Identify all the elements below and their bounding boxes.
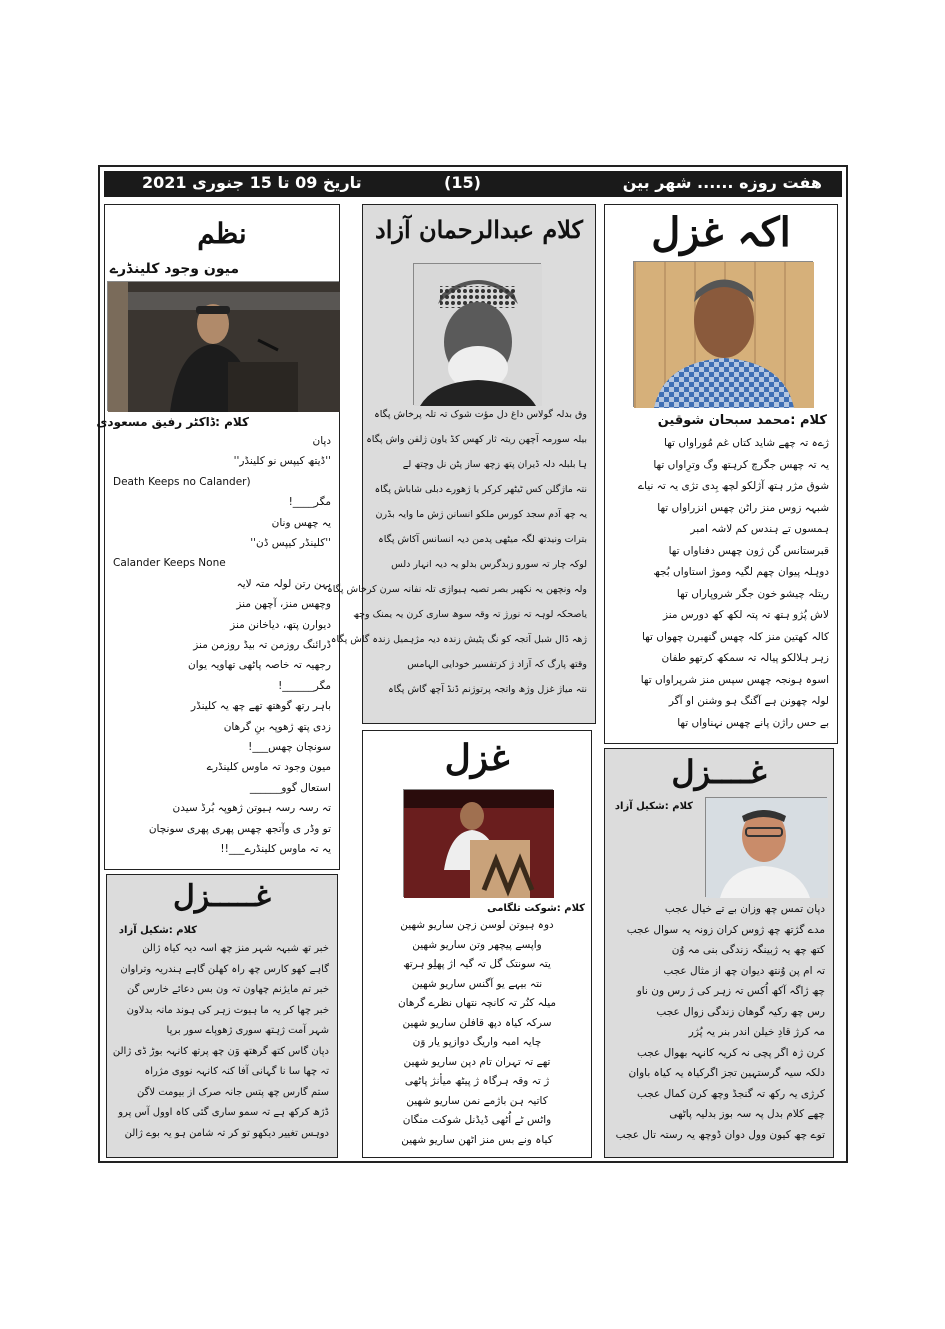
verse-line: یہ تہ ماوس کلینڈرے___!! [220, 843, 331, 855]
ghazal-shakeel-title: غــــزل [671, 753, 767, 791]
verse-line: واٹس ٹے اُٹھی ڈیڈنل شوکت منگان [402, 1114, 552, 1126]
verse-line: دوہس تغییر دیکھو تو کر تہ شامن ہو یہ بوے ژالن [124, 1127, 329, 1139]
verse-line: ''کلینڈر کیپس ڈن'' [250, 537, 331, 549]
verse-line: دوہلہ پیوان چھم لگیہ وموژ استاواں بُجھ [653, 566, 829, 578]
verse-line: ولہ ونچھن یہ نکھیر بصر تصیہ ہیواژی تلہ نفانہ سرن کرخاش پگاہ [327, 584, 587, 595]
page-number: (15) [444, 173, 481, 192]
ghazal-shaukat-title: غزل [444, 737, 510, 779]
verse-line: توے چھ کیون وول دوان ڈوچھ یہ رستہ تال عجب [615, 1128, 825, 1141]
verse-line: شبہہ زوس منز راٹن چھس انزراواں تھا [657, 501, 829, 514]
verse-line: دپان تمس چھ وزان بے تے خیال عجب [664, 903, 825, 915]
publication-name: هفت روزه ...... شهر بین [622, 173, 822, 192]
verse-line: لاش پُژو ہتھ تہ پتہ لکھ کھ دورس منز [662, 609, 829, 621]
verse-line: نتہ ماژگلن کس ٹیٹھر کرکر یا ژھورے دبلی شاباش پگاہ [374, 484, 587, 495]
verse-line: شہر آمت ژہتھ سوری ژھوپاے سور برپا [166, 1025, 329, 1036]
ghazal-author: کلام :محمد سبحان شوقین [657, 413, 827, 428]
verse-line: تہ چھا سا نا گہانی آفا کنہ کانہہ نووی مژراہ [144, 1066, 329, 1077]
performer-photo [403, 789, 553, 897]
verse-line: ریتلہ چیشو خون جگر شروپاراں تھا [676, 587, 829, 600]
verse-line: نتہ میاژ غزل وژھ واتجہ پرتوژنم ڈنڈ آچھ گاش پگاہ [388, 684, 587, 695]
verse-line: کالہ کھتین منز کلہ چھس گنھبرن چھواں تھا [641, 630, 829, 643]
nazm-title: نظم [197, 217, 247, 250]
ghazal-shakeel-left-title: غـــــزل [173, 879, 271, 914]
verse-line: مگر______! [278, 679, 331, 692]
verse-line: یہ چھ آدم سجد کورس ملکو انسانن ژش ما وایہ بڈرن [375, 509, 587, 520]
verse-line: ہا بلبلہ دلہ ڈیران پتھ زچھ ساز پٹن نل وچتھ لے [402, 459, 587, 470]
verse-line: وقتھ پارگ کہ آزاد ژ کرتفسیر خودایی الہامس [407, 659, 587, 670]
verse-line: دلکہ سیہ گرستہین تجز اگرکیاہ یہ کیاہ باوان [628, 1067, 825, 1079]
verse-line: مدے گژتھ چھ ژوس کران زونہ یہ سوال عجب [626, 923, 825, 936]
verse-line: کرژی یہ رکھ تہ گنجڈ وچھ کرن کمال عجب [636, 1087, 825, 1100]
poet-photo [413, 263, 541, 405]
verse-line: دپان گاس کتھ گرھتھ وَن چھ پرتھ کانہہ بوڑ ڈی ژالن [112, 1045, 329, 1057]
verse-line: رجھیہ تہ خاصہ پاٹھی تھاویہ یوان [188, 659, 331, 672]
ghazal-article-box [604, 204, 838, 744]
ghazal-shakeel-left-box [106, 874, 338, 1158]
verse-line: ''ڈیتھ کیپس نو کلینڈر'' [233, 455, 331, 468]
verse-line: تہ ام پن وُنتھ دیوان چھ از مثال عجب [663, 964, 825, 977]
verse-line: چھے کلام بدل پہ سہ بوز بدلیہ پاٹھی [669, 1108, 825, 1120]
verse-line: Calander Keeps None [113, 557, 226, 570]
verse-line: وچھس منز، آچھن منز [236, 598, 331, 611]
verse-line: یتہ سونتک گل تہ گیہ اژ پھلِو ہرتھ [403, 958, 551, 970]
verse-line: ژےہ تہ چھے شاید کتاں غم مُوراواں تھا [664, 437, 829, 449]
verse-line: وق بدلہ گولاس داغ دل مؤت شوک تہ تلہ پرخاش پگاہ [374, 409, 587, 420]
ghazal-shakeel-author: کلام :شکیل آزاد [614, 801, 693, 812]
author-photo [633, 261, 813, 407]
nazm-subtitle: میون وجود کلینڈرے [109, 261, 239, 277]
ghazal-title: اکہ غزل [651, 209, 791, 256]
verse-line: کاتیہ ہن باژمے نمن ساریو شھین [406, 1094, 548, 1107]
verse-line: بے حس راژن پانے چھس نہناواں تھا [677, 716, 829, 729]
verse-line: یہ چھس ونان [271, 516, 331, 529]
nazm-box [96, 204, 340, 870]
verse-line: بترات ونیدتھ لگہ میٹھی پدمن دیہ انسانس آکاش پگاہ [378, 534, 587, 545]
verse-line: میون وجود تہ ماوس کلینڈرے [206, 761, 331, 774]
verse-line: دوہ ہیوتن لوسن زچن ساریو شھین [400, 919, 554, 931]
ghazal-shaukat-author: کلام :شوکت تلگامی [487, 903, 585, 914]
verse-line: چایہ امبہ واریگ دوازپو یار وَن [412, 1036, 542, 1048]
verse-line: مہ کرژ قادِ خیلن اندر بنر یہ پُژر [688, 1026, 825, 1038]
poem-azad-title: کلام عبدالرحمان آزاد [375, 215, 583, 244]
verse-line: کتھ چھ یہ ژبینگہ زندگی بنی مہ وُن [671, 944, 825, 956]
verse-line: باہر رتھ گوھتھ تھے چھ یہ کلینڈر [191, 700, 331, 713]
verse-line: خبر تم مایژنم چھاون تہ ون بس دعائے خارس گن [126, 984, 329, 995]
poem-azad-box [327, 204, 596, 724]
speaker-photo [107, 281, 339, 411]
verse-line: مگر____! [288, 496, 331, 509]
ghazal-shakeel-box [604, 748, 834, 1158]
verse-line: یاصحکہ لوہہ تہ نورژ تہ وقہ سوھ ساری کرن یہ یمنک وچھ [353, 609, 587, 620]
ghazal-shakeel-left-author: کلام :شکیل آزاد [118, 925, 197, 936]
verse-line: استعال گوو______ [249, 781, 331, 794]
verse-line: رس چھ رکیہ گوھان زندگی زوال عجب [656, 1005, 825, 1018]
verse-line: ڈژھ کرکھ ہے تہ سمو ساری گئی کاہ اوول آس پرو [118, 1107, 329, 1118]
verse-line: تو وڈر ی وآتجھ چھس پھری پھری سونچان [148, 822, 331, 835]
verse-line: تہ رسہ رسہ ہیوتن ژھوپہ بُرڈ سیدن [172, 802, 331, 815]
verse-line: چھ ژاگہ آکھ اُکس تہ زہر کی ژ رس ون ناو [636, 985, 825, 997]
verse-line: یہ تہ چھس جگرچ کرہتھ وگ وترِاواں تھا [653, 458, 829, 471]
verse-line: بہن رتن لولہ متہ لایہ [236, 577, 331, 590]
verse-line: سونچان چھس___! [248, 741, 331, 753]
verse-line: ہمسوں تے ہندس کم لاشہ امبر [690, 523, 829, 535]
shakeel-photo [705, 797, 827, 897]
verse-line: Death Keeps no Calander) [113, 475, 251, 488]
verse-line: ژ تہ وقہ ہرگاہ ژ پیٹھ میأنژ پاٹھی [404, 1075, 550, 1087]
nazm-author: کلام :ڈاکٹر رفیق مسعودی [96, 415, 249, 429]
verse-line: میلہ کنُر تہ کانچہ نتھاں نظرے گرھان [397, 997, 557, 1009]
verse-line: بیلہ سورمہ آچھن ریتہ ثار کھس کڈ یاون ژلفن واش پگاہ [366, 434, 587, 445]
ghazal-shaukat-box [362, 730, 592, 1158]
verse-line: قبرستانس گن ژون چھس دفناواں تھا [668, 544, 829, 557]
verse-line: لولہ چھونن ہے آگنگ ہو وشنن او آگر [668, 695, 829, 707]
verse-line: خبر چھا کر یہ ما ہیوت زہر کی ہوند مانہ بدلاون [126, 1004, 329, 1016]
issue-date: تاریخ 09 تا 15 جنوری 2021 [142, 173, 362, 192]
verse-line: کرن ژہ اگر پچی نہ کریہ کانہہ بھوال عجب [636, 1046, 825, 1059]
verse-line: تھے تہ تہران تام دپن ساریو شھین [403, 1055, 551, 1068]
verse-line: لوکہ چار تہ سورو زبدگرس بدلو یہ دیہ انہار دلس [391, 559, 587, 570]
verse-line: زہر ہلالکو پیالہ تہ سمکھ کرتھو طفان [661, 652, 829, 664]
header-bar [104, 171, 842, 197]
verse-line: کیاہ ونے بس منز اٹھن ساریو شھین [401, 1133, 553, 1146]
verse-line: شوق مژر ہتھ آژلکو لچھ بِدی تژی یہ تہ نیاے [637, 480, 829, 492]
verse-line: ڈرائنگ روزمن تہ بیڈ روزمن منز [193, 639, 331, 651]
verse-line: خبر تھ شبہہ شہر منز چھ اسہ دیہ کیاہ ژالن [142, 943, 329, 954]
verse-line: دیوارن پتھ، دیاخانن منز [230, 618, 331, 631]
verse-line: واپسے پیچھر وتن ساریو شھین [412, 938, 542, 951]
verse-line: دپان [312, 435, 331, 447]
verse-line: سرکہ کیاہ دپھ قافلن ساریو شھین [402, 1016, 552, 1029]
verse-line: نتہ بیہے یو آگنس ساریو شھین [411, 977, 543, 990]
verse-line: ستم گارس چھ پتس جانہ صرک از بیومت لاگن [136, 1086, 329, 1098]
verse-line: گاہے کھو کارس چھ راہ کھلن گاہے ہندریہ وتراوان [120, 963, 329, 975]
verse-line: اسوہ ہونجہ چھس سپس منز شرپراواں تھا [640, 673, 829, 686]
verse-line: زدی پتھ ژھوپہ بنِ گرھان [223, 720, 331, 733]
verse-line: ژھہ ڈال شبل آتجہ کو نگ پٹیش زندہ دیہ مژہمیل زندہ گاش پگاہ [330, 634, 587, 645]
